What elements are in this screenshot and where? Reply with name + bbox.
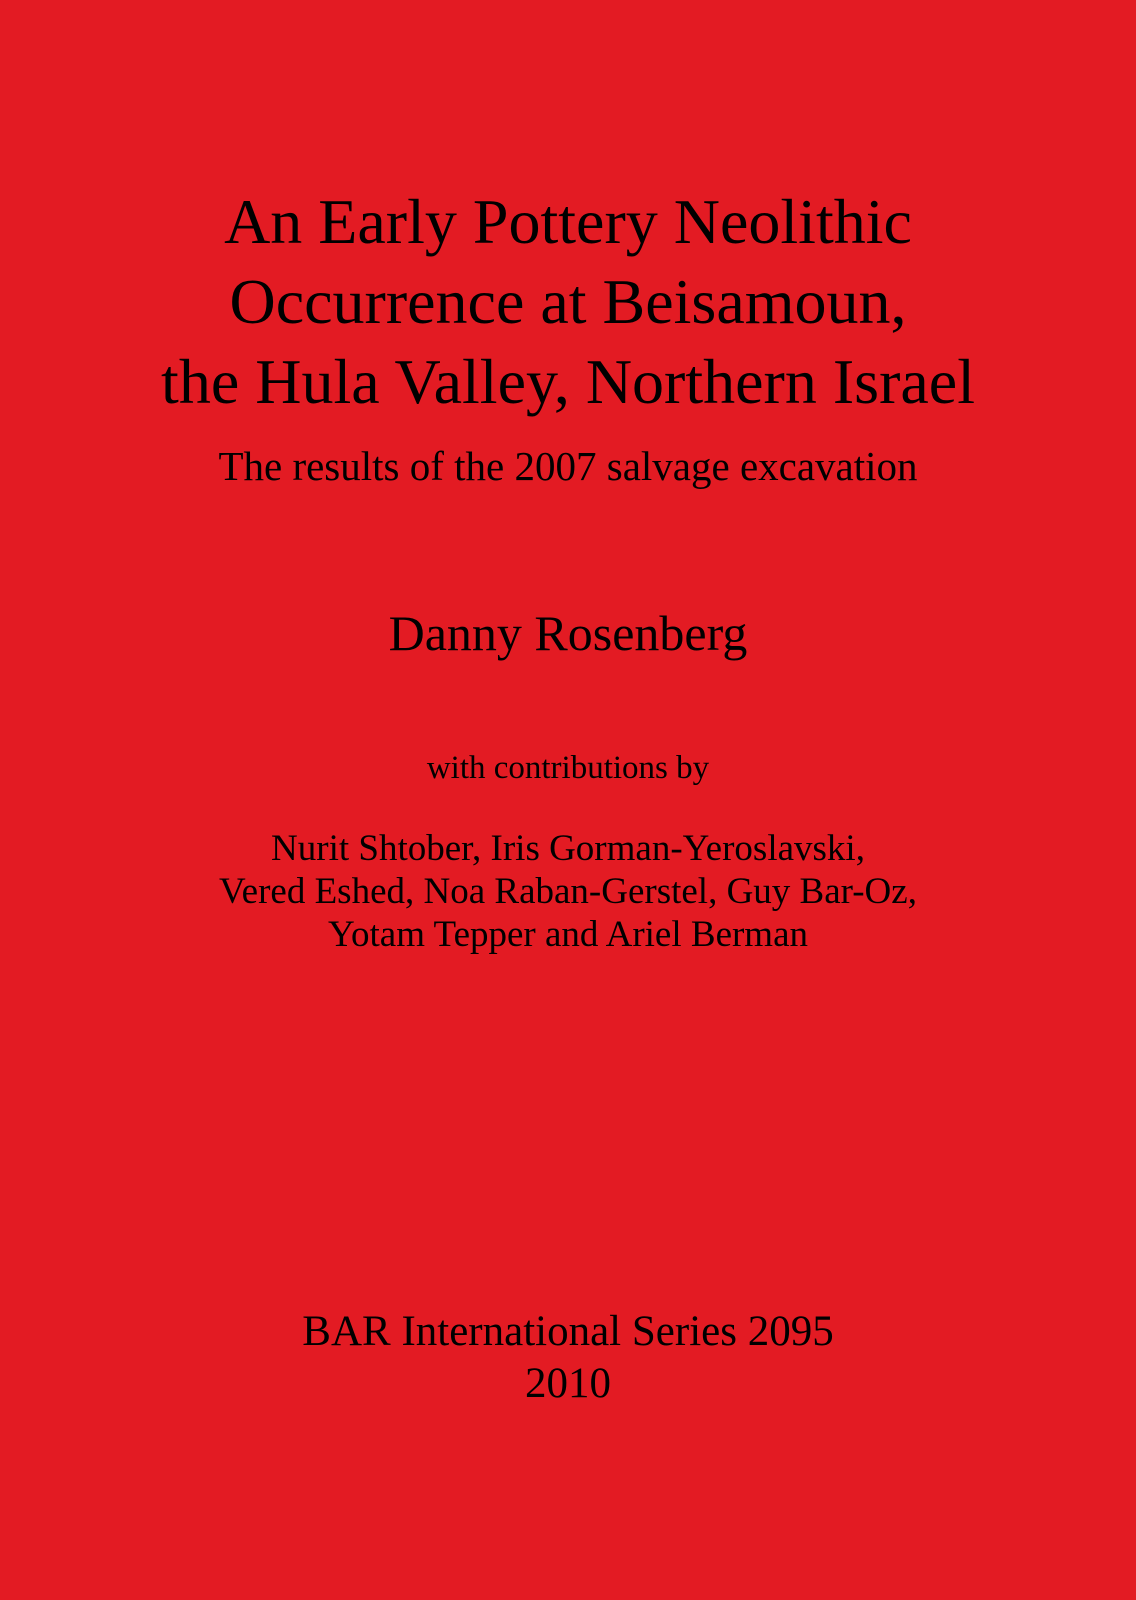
subtitle: The results of the 2007 salvage excavation [218,443,918,489]
contributions-intro: with contributions by [426,750,710,786]
contributors-line-2: Vered Eshed, Noa Raban-Gerstel, Guy Bar-Oz, [219,871,917,912]
title-line-3: the Hula Valley, Northern Israel [161,346,975,417]
author-name: Danny Rosenberg [388,605,748,661]
series-name: BAR International Series 2095 [302,1308,834,1355]
contributors-line-3: Yotam Tepper and Ariel Berman [327,914,809,955]
contributors-line-1: Nurit Shtober, Iris Gorman-Yeroslavski, [271,828,865,869]
publication-year: 2010 [525,1360,611,1407]
title-line-1: An Early Pottery Neolithic [224,186,912,257]
title-line-2: Occurrence at Beisamoun, [229,266,907,337]
